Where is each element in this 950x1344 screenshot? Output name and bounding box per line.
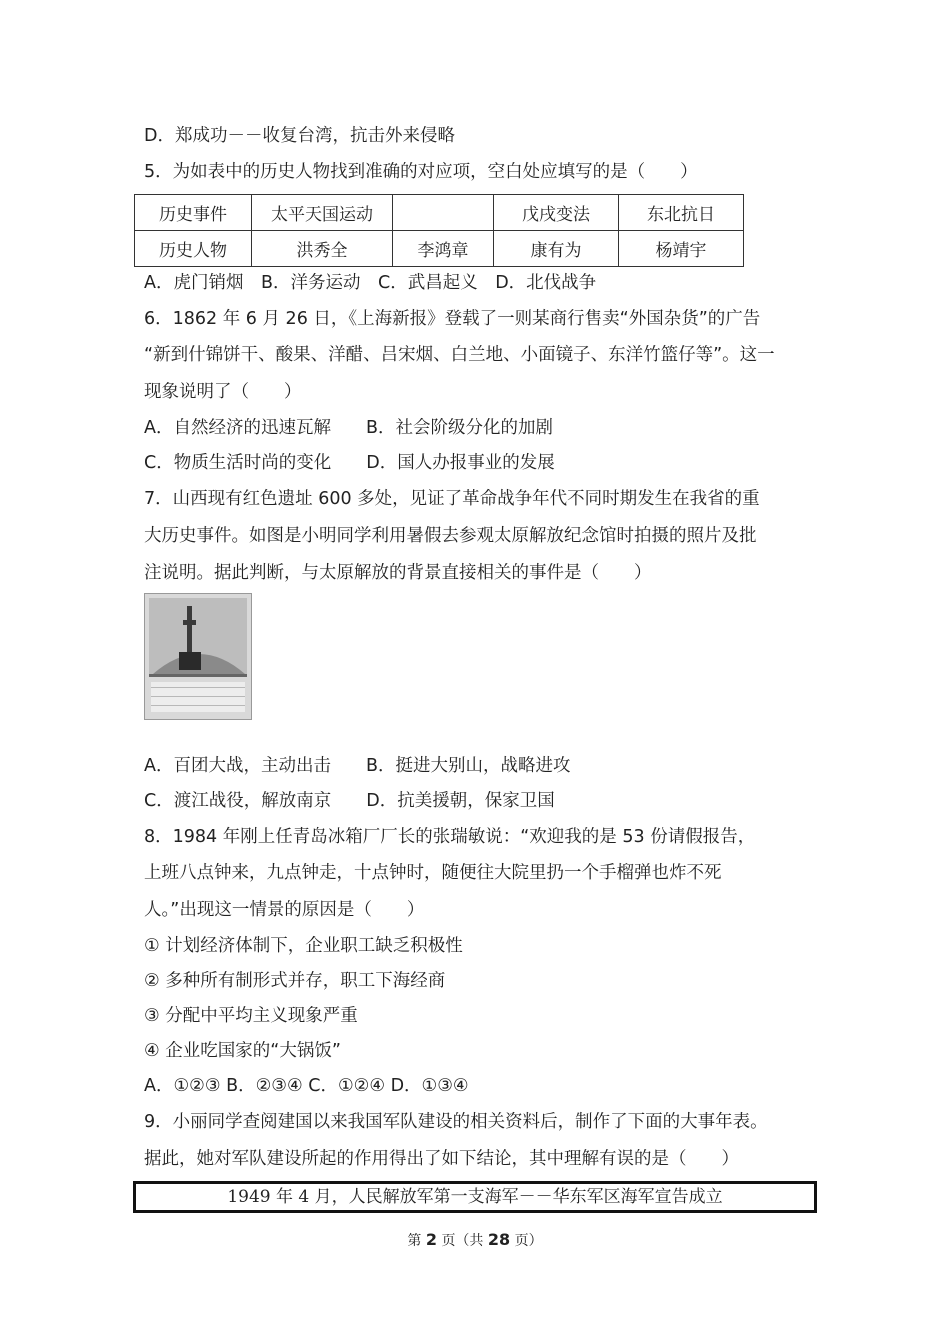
q8-statement-1: ① 计划经济体制下，企业职工缺乏积极性 xyxy=(144,936,463,956)
q7-options-ab: A．百团大战，主动出击 B．挺进大别山，战略进攻 xyxy=(144,756,571,776)
q8-statement-2: ② 多种所有制形式并存，职工下海经商 xyxy=(144,971,446,991)
q7-stem-line-1: 7．山西现有红色遗址 600 多处，见证了革命战争年代不同时期发生在我省的重 xyxy=(144,489,760,509)
q8-options: A．①②③ B．②③④ C．①②④ D．①③④ xyxy=(144,1076,469,1096)
table-cell: 洪秀全 xyxy=(252,231,393,267)
q5-options: A．虎门销烟 B．洋务运动 C．武昌起义 D．北伐战争 xyxy=(144,273,597,293)
page-footer xyxy=(0,1230,950,1250)
table-cell: 太平天国运动 xyxy=(252,195,393,231)
table-cell: 东北抗日 xyxy=(619,195,744,231)
table-cell: 戊戌变法 xyxy=(494,195,619,231)
q9-stem-line-2: 据此，她对军队建设所起的作用得出了如下结论，其中理解有误的是（ ） xyxy=(144,1149,739,1169)
q7-stem-line-2: 大历史事件。如图是小明同学利用暑假去参观太原解放纪念馆时拍摄的照片及批 xyxy=(144,526,757,546)
q5-table xyxy=(134,194,744,267)
q8-stem-line-2: 上班八点钟来，九点钟走，十点钟时，随便往大院里扔一个手榴弹也炸不死 xyxy=(144,863,722,883)
q4-option-d: D．郑成功－－收复台湾，抗击外来侵略 xyxy=(144,126,455,146)
q7-stem-line-3: 注说明。据此判断，与太原解放的背景直接相关的事件是（ ） xyxy=(144,563,652,583)
q8-statement-4: ④ 企业吃国家的“大锅饭” xyxy=(144,1041,341,1061)
table-row xyxy=(135,231,744,267)
q6-options-ab: A．自然经济的迅速瓦解 B．社会阶级分化的加剧 xyxy=(144,418,553,438)
table-cell xyxy=(393,195,494,231)
q8-statement-3: ③ 分配中平均主义现象严重 xyxy=(144,1006,358,1026)
table-cell: 康有为 xyxy=(494,231,619,267)
footer-mid: 页（共 xyxy=(441,1233,484,1249)
table-cell: 历史人物 xyxy=(135,231,252,267)
q9-stem-line-1: 9．小丽同学查阅建国以来我国军队建设的相关资料后，制作了下面的大事年表。 xyxy=(144,1112,768,1132)
q8-stem-line-3: 人。”出现这一情景的原因是（ ） xyxy=(144,900,425,920)
table-cell: 杨靖宇 xyxy=(619,231,744,267)
table-row xyxy=(135,195,744,231)
q7-options-cd: C．渡江战役，解放南京 D．抗美援朝，保家卫国 xyxy=(144,791,555,811)
q9-timeline-box: 1949 年 4 月，人民解放军第一支海军－－华东军区海军宣告成立 xyxy=(133,1181,817,1213)
table-cell: 历史事件 xyxy=(135,195,252,231)
q6-stem-line-1: 6．1862 年 6 月 26 日，《上海新报》登载了一则某商行售卖“外国杂货”的广告 xyxy=(144,309,761,329)
q6-stem-line-2: “新到什锦饼干、酸果、洋醋、吕宋烟、白兰地、小面镜子、东洋竹篮仔等”。这一 xyxy=(144,345,775,365)
table-cell: 李鸿章 xyxy=(393,231,494,267)
footer-page-number: 2 xyxy=(425,1230,437,1249)
photo-caption xyxy=(151,682,245,712)
footer-prefix: 第 xyxy=(407,1233,422,1249)
q5-stem: 5．为如表中的历史人物找到准确的对应项，空白处应填写的是（ ） xyxy=(144,162,698,182)
q6-options-cd: C．物质生活时尚的变化 D．国人办报事业的发展 xyxy=(144,453,555,473)
footer-suffix: 页） xyxy=(514,1233,543,1249)
q8-stem-line-1: 8．1984 年刚上任青岛冰箱厂厂长的张瑞敏说：“欢迎我的是 53 份请假报告， xyxy=(144,827,756,847)
memorial-photo xyxy=(144,593,252,720)
q6-stem-line-3: 现象说明了（ ） xyxy=(144,382,302,402)
footer-total-pages: 28 xyxy=(487,1230,511,1249)
